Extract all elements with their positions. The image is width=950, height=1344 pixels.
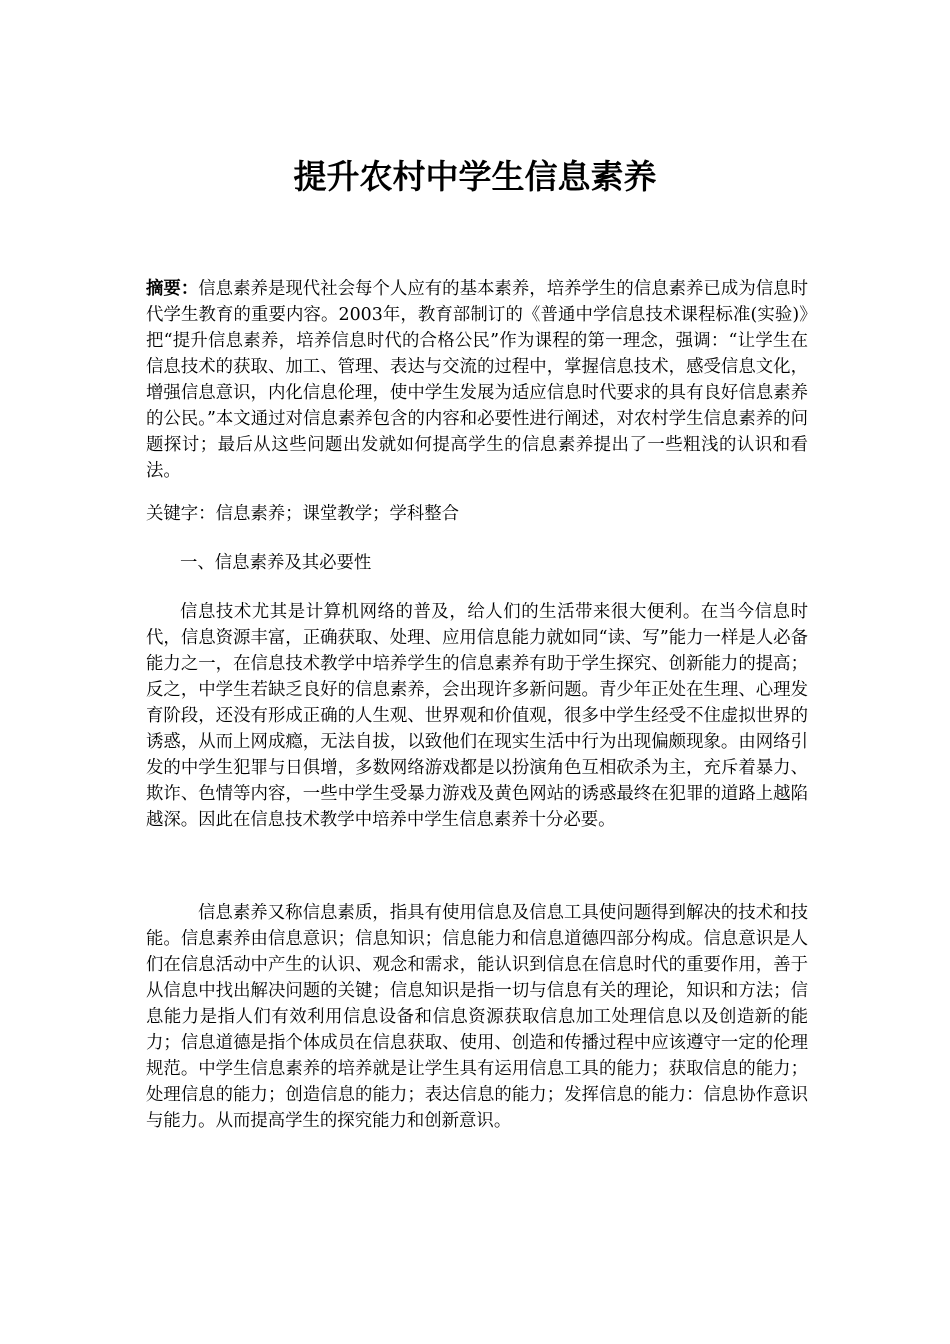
abstract-paragraph xyxy=(146,276,808,484)
abstract-text: 信息素养是现代社会每个人应有的基本素养，培养学生的信息素养已成为信息时代学生教育的重要内容。2003年，教育部制订的《普通中学信息技术课程标准(实验)》把“提升信息素养，培养信息时代的合格公民”作为课程的第一理念，强调：“让学生在信息技术的获取、加工、管理、表达与交流的过程中，掌握信息技术，感受信息文化，增强信息意识，内化信息伦理，使中学生发展为适应信息时代要求的具有良好信息素养的公民。”本文通过对信息素养包含的内容和必要性进行阐述，对农村学生信息素养的问题探讨；最后从这些问题出发就如何提高学生的信息素养提出了一些粗浅的认识和看法。 xyxy=(146,279,808,481)
abstract-label: 摘要： xyxy=(146,279,199,299)
section-heading: 一、信息素养及其必要性 xyxy=(180,553,372,573)
body-paragraph-2: 信息素养又称信息素质，指具有使用信息及信息工具使问题得到解决的技术和技能。信息素养由信息意识；信息知识；信息能力和信息道德四部分构成。信息意识是人们在信息活动中产生的认识、观念和需求，能认识到信息在信息时代的重要作用，善于从信息中找出解决问题的关键；信息知识是指一切与信息有关的理论，知识和方法；信息能力是指人们有效利用信息设备和信息资源获取信息加工处理信息以及创造新的能力；信息道德是指个体成员在信息获取、使用、创造和传播过程中应该遵守一定的伦理规范。中学生信息素养的培养就是让学生具有运用信息工具的能力；获取信息的能力；处理信息的能力；创造信息的能力；表达信息的能力；发挥信息的能力：信息协作意识与能力。从而提高学生的探究能力和创新意识。 xyxy=(146,903,808,1131)
keywords-line: 关键字：信息素养；课堂教学；学科整合 xyxy=(146,504,460,524)
document-title: 提升农村中学生信息素养 xyxy=(293,157,657,196)
body-paragraph-1: 信息技术尤其是计算机网络的普及，给人们的生活带来很大便利。在当今信息时代，信息资源丰富，正确获取、处理、应用信息能力就如同“读、写”能力一样是人必备能力之一，在信息技术教学中培养学生的信息素养有助于学生探究、创新能力的提高；反之，中学生若缺乏良好的信息素养，会出现许多新问题。青少年正处在生理、心理发育阶段，还没有形成正确的人生观、世界观和价值观，很多中学生经受不住虚拟世界的诱惑，从而上网成瘾，无法自拔，以致他们在现实生活中行为出现偏颇现象。由网络引发的中学生犯罪与日俱增，多数网络游戏都是以扮演角色互相砍杀为主，充斥着暴力、欺诈、色情等内容，一些中学生受暴力游戏及黄色网站的诱惑最终在犯罪的道路上越陷越深。因此在信息技术教学中培养中学生信息素养十分必要。 xyxy=(146,602,808,830)
